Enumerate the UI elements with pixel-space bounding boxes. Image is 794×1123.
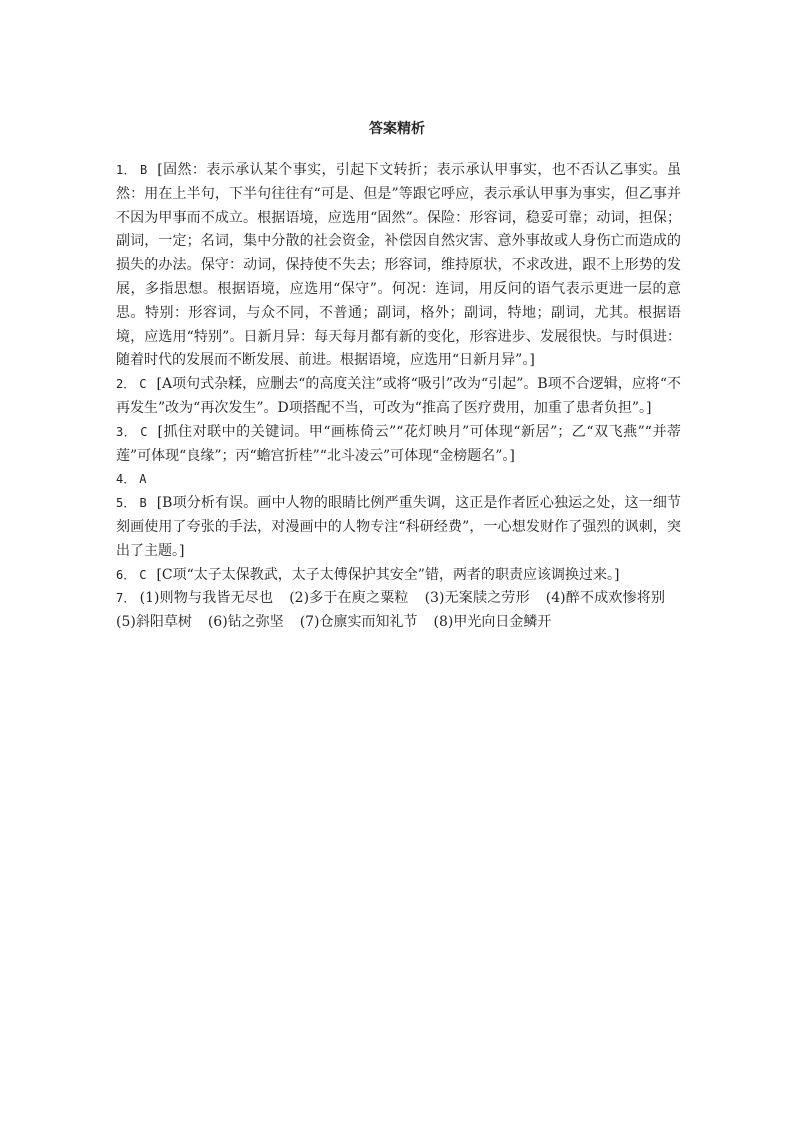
answer-number: 3． (116, 424, 137, 439)
blank-answer: (5)斜阳草树 (116, 614, 192, 631)
answer-explanation: [A项句式杂糅，应删去“的高度关注”或将“吸引”改为“引起”。B项不合逻辑，应将“不再发生”改为“再次发生”。D项搭配不当，可改为“推高了医疗费用，加重了患者负担”。] (116, 376, 681, 416)
answer-number: 5． (116, 496, 136, 511)
page-title: 答案精析 (369, 121, 425, 137)
answer-item (116, 421, 681, 469)
answer-number: 7． (116, 591, 136, 606)
answer-choice: C (139, 377, 147, 392)
answer-explanation: [固然：表示承认某个事实，引起下文转折；表示承认甲事实，也不否认乙事实。虽然：用在上半句，下半句往往有“可是、但是”等跟它呼应，表示承认甲事为事实，但乙事并不因为甲事而不成立。根据语境，应选用“固然”。保险：形容词，稳妥可靠；动词，担保；副词，一定；名词，集中分散的社会资金，补偿因自然灾害、意外事故或人身伤亡而造成的损失的办法。保守：动词，保持使不失去；形容词，维持原状，不求改进，跟不上形势的发展，多指思想。根据语境，应选用“保守”。何况：连词，用反问的语气表示更进一层的意思。特别：形容词，与众不同，不普通；副词，格外；副词，特地；副词，尤其。根据语境，应选用“特别”。日新月异：每天每月都有新的变化，形容进步、发展很快。与时俱进：随着时代的发展而不断发展、前进。根据语境，应选用“日新月异”。] (116, 162, 681, 369)
answer-choice: B (139, 496, 147, 511)
answer-item (116, 564, 681, 588)
answer-choice: C (140, 424, 148, 439)
answer-choice: A (139, 472, 147, 487)
blank-answer: (2)多于在庾之粟粒 (289, 590, 409, 607)
blank-answer: (7)仓廪实而知礼节 (299, 614, 418, 631)
answer-number: 4． (116, 472, 136, 487)
answer-number: 6． (116, 567, 136, 582)
answer-number: 2． (116, 377, 136, 392)
blank-answer: (6)钻之弥坚 (207, 614, 284, 631)
answer-number: 1． (116, 163, 137, 177)
blank-answer: (4)醉不成欢惨将别 (545, 590, 665, 607)
answer-list (116, 159, 681, 635)
blank-answer: (1)则物与我皆无尽也 (139, 590, 274, 607)
answer-item (116, 159, 681, 373)
answer-item (116, 373, 681, 421)
blank-answer: (8)甲光向日金鳞开 (433, 614, 552, 631)
answer-choice: B (140, 163, 148, 177)
answer-explanation: [C项“太子太保教武，太子太傅保护其安全”错，两者的职责应该调换过来。] (156, 566, 620, 583)
answer-choice: C (139, 567, 147, 582)
answer-item (116, 492, 681, 563)
blank-answer: (3)无案牍之劳形 (424, 590, 530, 607)
answer-item (116, 468, 681, 492)
answer-item-fill-blanks (116, 587, 681, 635)
answer-explanation: [B项分析有误。画中人物的眼睛比例严重失调，这正是作者匠心独运之处，这一细节刻画使用了夸张的手法，对漫画中的人物专注“科研经费”，一心想发财作了强烈的讽刺，突出了主题。] (116, 495, 681, 559)
answer-explanation: [抓住对联中的关键词。甲“画栋倚云”“花灯映月”可体现“新居”；乙“双飞燕”“并蒂莲”可体现“良缘”；丙“蟾宫折桂”“北斗凌云”可体现“金榜题名”。] (116, 423, 681, 464)
